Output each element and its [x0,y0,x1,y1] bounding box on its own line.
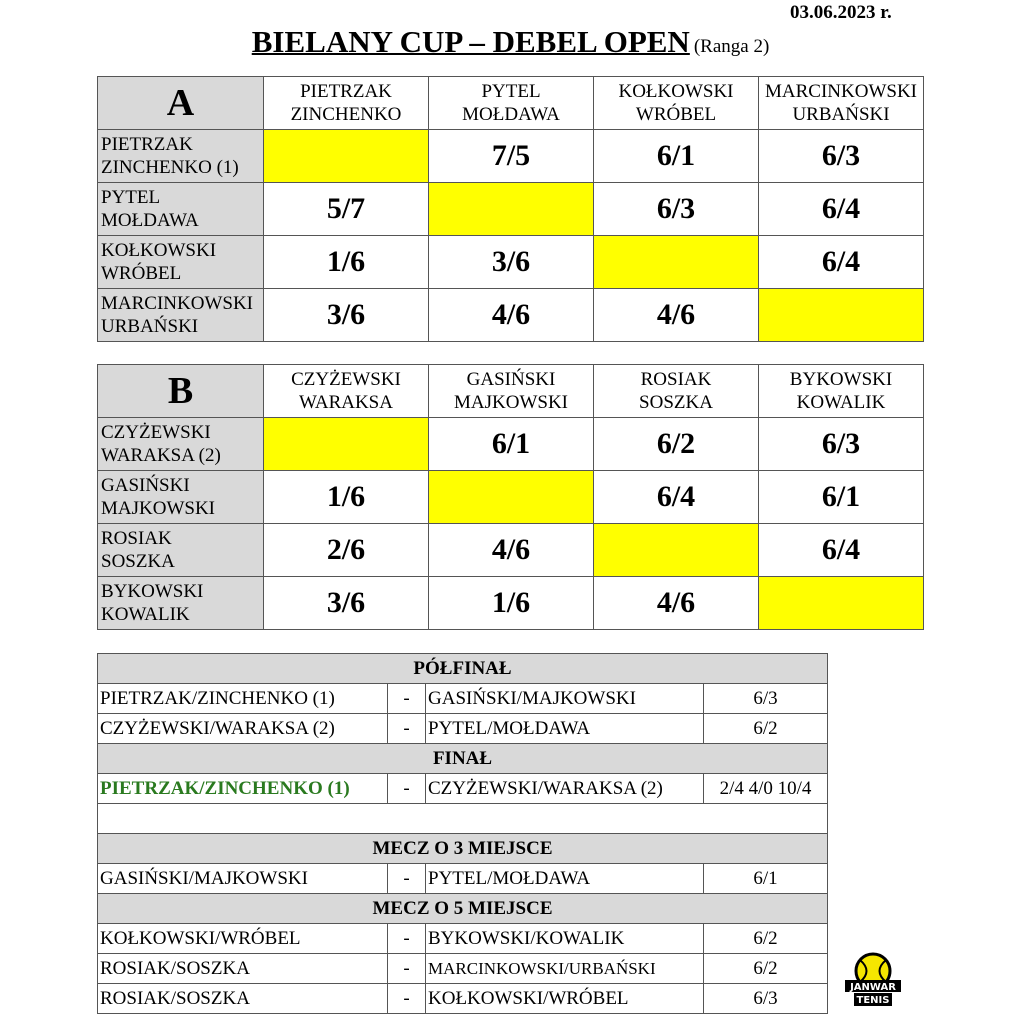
row-header: GASIŃSKI MAJKOWSKI [98,471,264,524]
table-row [98,418,924,471]
row-header: PYTEL MOŁDAWA [98,183,264,236]
match-result: 6/2 [704,954,828,984]
team-a: ROSIAK/SOSZKA [98,954,388,984]
team-b: PYTEL/MOŁDAWA [426,714,704,744]
score-cell: 6/3 [759,130,924,183]
score-cell: 5/7 [264,183,429,236]
diagonal-cell [759,289,924,342]
score-cell: 4/6 [594,289,759,342]
match-result: 6/2 [704,924,828,954]
score-cell: 6/3 [759,418,924,471]
janwar-tenis-logo [842,951,904,1009]
team-b: GASIŃSKI/MAJKOWSKI [426,684,704,714]
team-a: CZYŻEWSKI/WARAKSA (2) [98,714,388,744]
row-header: KOŁKOWSKI WRÓBEL [98,236,264,289]
tournament-date: 03.06.2023 r. [790,2,892,23]
team-b: BYKOWSKI/KOWALIK [426,924,704,954]
tournament-title: BIELANY CUP – DEBEL OPEN [251,24,690,59]
match-row [98,774,828,804]
table-row [98,236,924,289]
match-row [98,954,828,984]
diagonal-cell [594,524,759,577]
table-row [98,183,924,236]
row-header: PIETRZAK ZINCHENKO (1) [98,130,264,183]
group-a-table [97,76,924,342]
versus-dash: - [388,864,426,894]
group-name: B [98,365,264,418]
semifinal-heading: PÓŁFINAŁ [98,654,828,684]
table-row [98,289,924,342]
column-header: ROSIAK SOSZKA [594,365,759,418]
fifth-place-heading: MECZ O 5 MIEJSCE [98,894,828,924]
score-cell: 6/4 [759,183,924,236]
diagonal-cell [264,130,429,183]
tournament-rank: (Ranga 2) [693,36,770,57]
match-row [98,984,828,1014]
column-header: PIETRZAK ZINCHENKO [264,77,429,130]
table-row [98,524,924,577]
score-cell: 4/6 [429,524,594,577]
match-result: 2/4 4/0 10/4 [704,774,828,804]
versus-dash: - [388,684,426,714]
match-result: 6/3 [704,684,828,714]
match-row [98,714,828,744]
row-header: ROSIAK SOSZKA [98,524,264,577]
versus-dash: - [388,924,426,954]
diagonal-cell [429,471,594,524]
team-a: GASIŃSKI/MAJKOWSKI [98,864,388,894]
score-cell: 2/6 [264,524,429,577]
column-header: BYKOWSKI KOWALIK [759,365,924,418]
group-b-table [97,364,924,630]
score-cell: 1/6 [264,471,429,524]
table-row [98,577,924,630]
table-row [98,471,924,524]
match-row [98,684,828,714]
group-name: A [98,77,264,130]
score-cell: 3/6 [429,236,594,289]
match-row [98,864,828,894]
logo-text-line2: TENIS [856,995,890,1006]
versus-dash: - [388,954,426,984]
score-cell: 4/6 [429,289,594,342]
team-a-winner: PIETRZAK/ZINCHENKO (1) [98,774,388,804]
row-header: CZYŻEWSKI WARAKSA (2) [98,418,264,471]
diagonal-cell [759,577,924,630]
table-row [98,130,924,183]
score-cell: 1/6 [429,577,594,630]
column-header: GASIŃSKI MAJKOWSKI [429,365,594,418]
versus-dash: - [388,714,426,744]
team-a: ROSIAK/SOSZKA [98,984,388,1014]
versus-dash: - [388,984,426,1014]
page-title [0,24,1021,60]
diagonal-cell [429,183,594,236]
column-header: MARCINKOWSKI URBAŃSKI [759,77,924,130]
score-cell: 6/1 [759,471,924,524]
knockout-table [97,653,828,1014]
score-cell: 6/1 [594,130,759,183]
column-header: PYTEL MOŁDAWA [429,77,594,130]
match-result: 6/3 [704,984,828,1014]
diagonal-cell [264,418,429,471]
score-cell: 6/4 [759,524,924,577]
score-cell: 3/6 [264,289,429,342]
score-cell: 6/2 [594,418,759,471]
score-cell: 6/1 [429,418,594,471]
team-b: KOŁKOWSKI/WRÓBEL [426,984,704,1014]
team-b: CZYŻEWSKI/WARAKSA (2) [426,774,704,804]
diagonal-cell [594,236,759,289]
column-header: CZYŻEWSKI WARAKSA [264,365,429,418]
third-place-heading: MECZ O 3 MIEJSCE [98,834,828,864]
match-result: 6/1 [704,864,828,894]
row-header: BYKOWSKI KOWALIK [98,577,264,630]
score-cell: 1/6 [264,236,429,289]
final-heading: FINAŁ [98,744,828,774]
team-b: PYTEL/MOŁDAWA [426,864,704,894]
team-a: PIETRZAK/ZINCHENKO (1) [98,684,388,714]
score-cell: 6/3 [594,183,759,236]
score-cell: 3/6 [264,577,429,630]
match-row [98,924,828,954]
match-result: 6/2 [704,714,828,744]
score-cell: 4/6 [594,577,759,630]
versus-dash: - [388,774,426,804]
spacer-row [98,804,828,834]
score-cell: 6/4 [759,236,924,289]
logo-text-line1: JANWAR [850,982,896,993]
team-a: KOŁKOWSKI/WRÓBEL [98,924,388,954]
score-cell: 7/5 [429,130,594,183]
column-header: KOŁKOWSKI WRÓBEL [594,77,759,130]
row-header: MARCINKOWSKI URBAŃSKI [98,289,264,342]
score-cell: 6/4 [594,471,759,524]
team-b: MARCINKOWSKI/URBAŃSKI [426,954,704,984]
